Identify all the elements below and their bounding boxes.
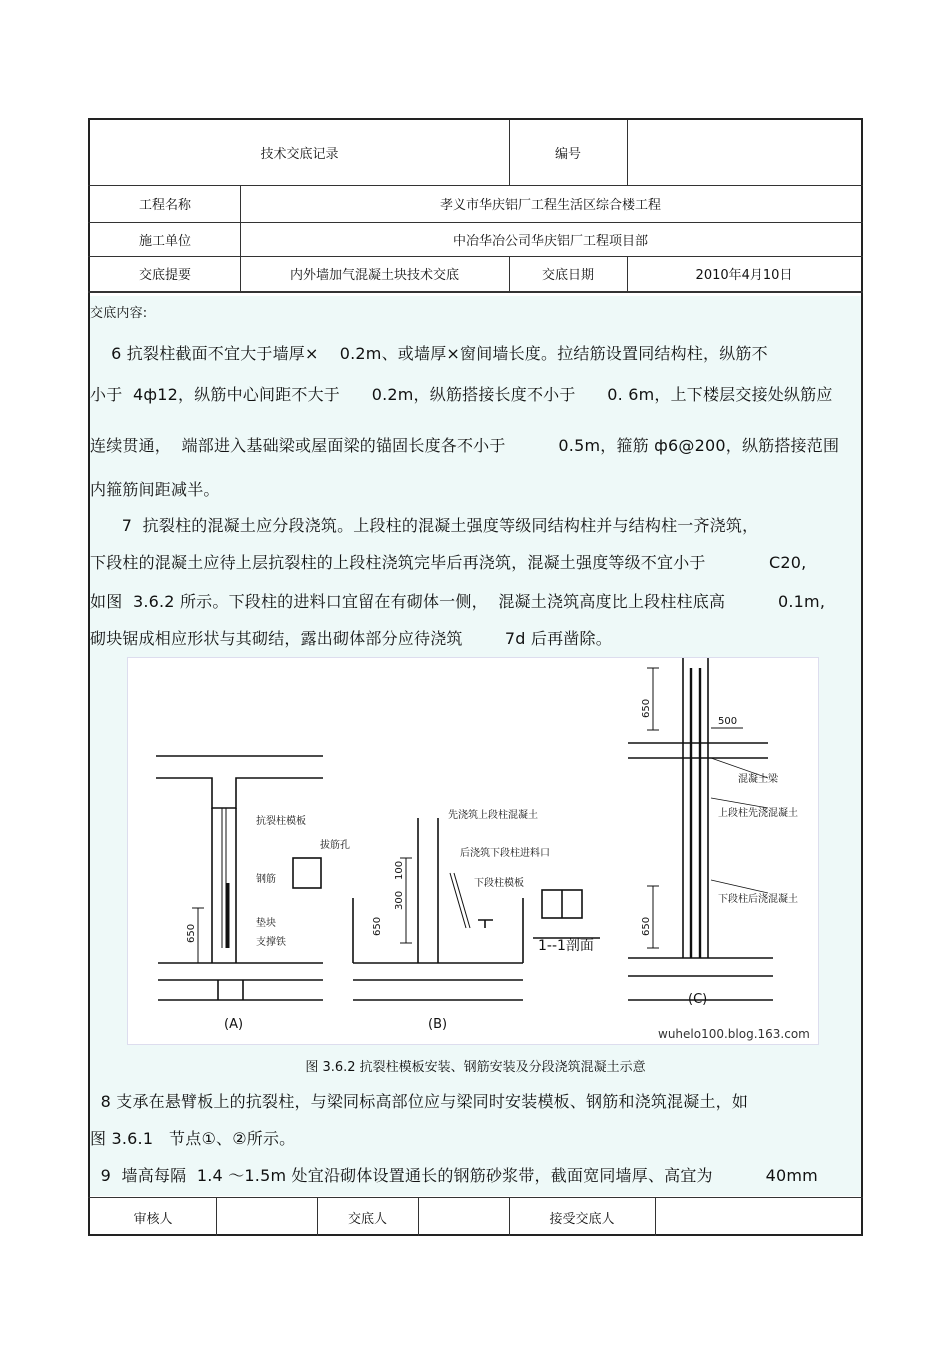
content-line: 小于 4ф12，纵筋中心间距不大于 0.2m，纵筋搭接长度不小于 0. 6m，上下楼层交接处纵筋应: [90, 385, 833, 404]
summary: 内外墙加气混凝土块技术交底: [289, 268, 459, 283]
fig-label: 钢筋: [256, 874, 276, 885]
fig-label: 垫块: [256, 918, 276, 929]
content-line: 7 抗裂柱的混凝土应分段浇筑。上段柱的混凝土强度等级同结构柱并与结构柱一齐浇筑，: [90, 516, 759, 535]
figure-drawing: [128, 658, 818, 1044]
discloser-label: 交底人: [347, 1211, 387, 1227]
content-line: 内箍筋间距减半。: [90, 480, 220, 499]
fig-section: 1--1剖面: [538, 938, 594, 954]
content-line: 图 3.6.1 节点①、②所示。: [90, 1129, 296, 1148]
fig-caption: (B): [428, 1017, 448, 1032]
fig-dim: 100: [394, 860, 405, 880]
content-line: 8 支承在悬臂板上的抗裂柱，与梁同标高部位应与梁同时安装模板、钢筋和浇筑混凝土，如: [90, 1092, 749, 1111]
figure-caption: 图 3.6.2 抗裂柱模板安装、钢筋安装及分段浇筑混凝土示意: [305, 1060, 646, 1075]
content-line: 砌块锯成相应形状与其砌结，露出砌体部分应待浇筑 7d 后再凿除。: [90, 629, 612, 648]
fig-dim: 650: [641, 916, 652, 936]
fig-caption: (A): [224, 1017, 244, 1032]
record-title: 技术交底记录: [260, 147, 339, 162]
summary-label: 交底提要: [138, 268, 191, 283]
content-line: 6 抗裂柱截面不宜大于墙厚× 0.2m、或墙厚×窗间墙长度。拉结筋设置同结构柱，纵筋不: [90, 344, 768, 363]
fig-dim: 650: [641, 698, 652, 718]
number-label: 编号: [554, 147, 581, 162]
construction-figure: [127, 657, 819, 1045]
fig-label: 下段柱模板: [474, 878, 524, 889]
content-heading: 交底内容:: [90, 306, 148, 321]
row-divider: [88, 291, 863, 293]
fig-label: 下段柱后浇混凝土: [718, 894, 798, 905]
contractor-label: 施工单位: [138, 233, 191, 249]
col-divider: [216, 1197, 217, 1236]
content-line: 9 墙高每隔 1.4 ～1.5m 处宜沿砌体设置通长的钢筋砂浆带，截面宽同墙厚、高宜为 40mm: [90, 1166, 818, 1185]
fig-dim: 500: [718, 716, 738, 727]
content-line: 下段柱的混凝土应待上层抗裂柱的上段柱浇筑完毕后再浇筑，混凝土强度等级不宜小于 C20,: [90, 553, 807, 572]
fig-label: 抗裂柱模板: [256, 816, 306, 827]
fig-dim: 650: [372, 916, 383, 936]
fig-caption: (C): [688, 992, 708, 1007]
reviewer-label: 审核人: [133, 1211, 173, 1227]
content-line: 连续贯通， 端部进入基础梁或屋面梁的锚固长度各不小于 0.5m，箍筋 ф6@200，纵筋搭接范围: [90, 436, 840, 455]
project-name-label: 工程名称: [138, 198, 191, 213]
fig-label: 混凝土梁: [738, 774, 778, 785]
fig-label: 支撑铁: [256, 937, 286, 948]
date-label: 交底日期: [541, 268, 594, 283]
fig-dim: 650: [186, 923, 197, 943]
number-value: [627, 120, 861, 185]
fig-dim: 300: [394, 890, 405, 910]
col-divider: [655, 1197, 656, 1236]
fig-label: 上段柱先浇混凝土: [718, 808, 798, 819]
fig-watermark: wuhelo100.blog.163.com: [658, 1027, 810, 1041]
col-divider: [418, 1197, 419, 1236]
receiver-label: 接受交底人: [549, 1211, 615, 1227]
fig-label: 后浇筑下段柱进料口: [460, 848, 550, 859]
date: 2010年4月10日: [695, 268, 793, 283]
contractor: 中冶华冶公司华庆铝厂工程项目部: [452, 233, 648, 249]
project-name: 孝义市华庆铝厂工程生活区综合楼工程: [439, 198, 661, 213]
fig-label: 拔筋孔: [320, 840, 350, 851]
content-line: 如图 3.6.2 所示。下段柱的进料口宜留在有砌体一侧， 混凝土浇筑高度比上段柱柱底高 0.1m,: [90, 592, 826, 611]
fig-label: 先浇筑上段柱混凝土: [448, 810, 538, 821]
